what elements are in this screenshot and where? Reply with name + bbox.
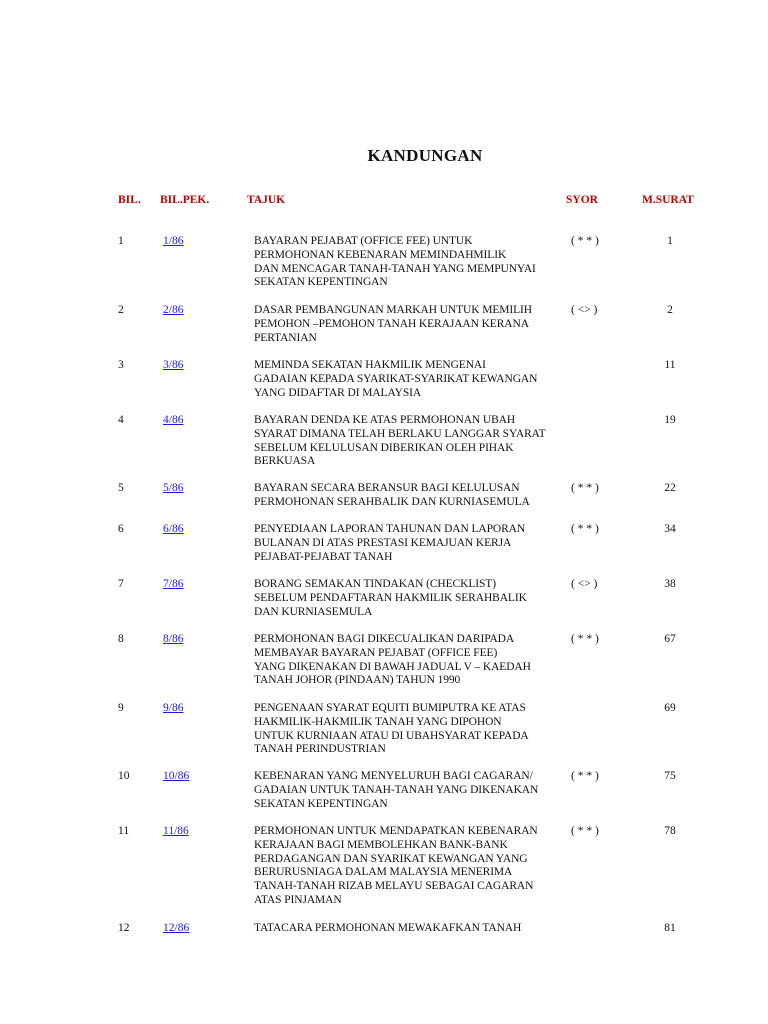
row-title: PERMOHONAN UNTUK MENDAPATKAN KEBENARAN KERAJAAN BAGI MEMBOLEHKAN BANK-BANK PERDAGANGAN DAN SYARIKAT KEWANGAN YANG BERURUSNIAGA DALAM MALAYSIA MENERIMA TANAH-TANAH RIZAB MELAYU SEBAGAI CAGARAN ATAS PINJAMAN: [254, 825, 538, 906]
circular-link[interactable]: 1/86: [163, 235, 184, 247]
page-title: KANDUNGAN: [367, 146, 483, 165]
row-page-number: 34: [664, 523, 676, 535]
row-title: PENYEDIAAN LAPORAN TAHUNAN DAN LAPORAN BULANAN DI ATAS PRESTASI KEMAJUAN KERJA PEJABAT-PEJABAT TANAH: [254, 523, 526, 563]
circular-link[interactable]: 9/86: [163, 702, 184, 714]
row-page-number: 81: [664, 922, 676, 934]
row-syor: ( * * ): [571, 633, 599, 645]
row-number: 5: [118, 482, 124, 494]
row-syor: ( <> ): [571, 304, 598, 316]
row-syor: ( * * ): [571, 523, 599, 535]
row-number: 4: [118, 414, 124, 426]
circular-link[interactable]: 10/86: [163, 770, 190, 782]
header-tajuk: TAJUK: [247, 194, 286, 206]
row-title: BORANG SEMAKAN TINDAKAN (CHECKLIST) SEBELUM PENDAFTARAN HAKMILIK SERAHBALIK DAN KURNIASEMULA: [254, 578, 527, 618]
row-title: BAYARAN SECARA BERANSUR BAGI KELULUSAN PERMOHONAN SERAHBALIK DAN KURNIASEMULA: [254, 482, 530, 508]
row-syor: ( * * ): [571, 235, 599, 247]
row-number: 2: [118, 304, 124, 316]
circular-link[interactable]: 4/86: [163, 414, 184, 426]
row-title: BAYARAN DENDA KE ATAS PERMOHONAN UBAH SYARAT DIMANA TELAH BERLAKU LANGGAR SYARAT SEBELUM KELULUSAN DIBERIKAN OLEH PIHAK BERKUASA: [254, 414, 546, 468]
header-m-surat: M.SURAT: [642, 194, 694, 206]
row-syor: ( * * ): [571, 482, 599, 494]
circular-link[interactable]: 11/86: [163, 825, 189, 837]
row-number: 1: [118, 235, 124, 247]
row-title: PERMOHONAN BAGI DIKECUALIKAN DARIPADA MEMBAYAR BAYARAN PEJABAT (OFFICE FEE) YANG DIKENAKAN DI BAWAH JADUAL V – KAEDAH TANAH JOHOR (PINDAAN) TAHUN 1990: [254, 633, 531, 687]
row-number: 6: [118, 523, 124, 535]
circular-link[interactable]: 2/86: [163, 304, 184, 316]
row-syor: ( * * ): [571, 770, 599, 782]
row-syor: ( <> ): [571, 578, 598, 590]
row-page-number: 69: [664, 702, 676, 714]
row-title: DASAR PEMBANGUNAN MARKAH UNTUK MEMILIH PEMOHON –PEMOHON TANAH KERAJAAN KERANA PERTANIAN: [254, 304, 532, 344]
row-page-number: 78: [664, 825, 676, 837]
row-number: 11: [118, 825, 130, 837]
circular-link[interactable]: 6/86: [163, 523, 184, 535]
row-number: 7: [118, 578, 124, 590]
header-bil-pek: BIL.PEK.: [160, 194, 210, 206]
row-number: 10: [118, 770, 130, 782]
row-title: KEBENARAN YANG MENYELURUH BAGI CAGARAN/ GADAIAN UNTUK TANAH-TANAH YANG DIKENAKAN SEKATAN KEPENTINGAN: [254, 770, 539, 810]
row-title: PENGENAAN SYARAT EQUITI BUMIPUTRA KE ATAS HAKMILIK-HAKMILIK TANAH YANG DIPOHON UNTUK KURNIAAN ATAU DI UBAHSYARAT KEPADA TANAH PERINDUSTRIAN: [254, 702, 529, 756]
circular-link[interactable]: 5/86: [163, 482, 184, 494]
row-number: 9: [118, 702, 124, 714]
header-bil: BIL.: [118, 194, 141, 206]
row-page-number: 1: [667, 235, 673, 247]
circular-link[interactable]: 3/86: [163, 359, 184, 371]
row-title: TATACARA PERMOHONAN MEWAKAFKAN TANAH: [254, 922, 522, 934]
row-number: 8: [118, 633, 124, 645]
row-page-number: 75: [664, 770, 676, 782]
row-page-number: 22: [664, 482, 676, 494]
header-syor: SYOR: [566, 194, 598, 206]
row-title: MEMINDA SEKATAN HAKMILIK MENGENAI GADAIAN KEPADA SYARIKAT-SYARIKAT KEWANGAN YANG DIDAFTAR DI MALAYSIA: [254, 359, 538, 399]
circular-link[interactable]: 12/86: [163, 922, 190, 934]
circular-link[interactable]: 8/86: [163, 633, 184, 645]
circular-link[interactable]: 7/86: [163, 578, 184, 590]
row-syor: ( * * ): [571, 825, 599, 837]
row-number: 12: [118, 922, 130, 934]
row-title: BAYARAN PEJABAT (OFFICE FEE) UNTUK PERMOHONAN KEBENARAN MEMINDAHMILIK DAN MENCAGAR TANAH-TANAH YANG MEMPUNYAI SEKATAN KEPENTINGAN: [254, 235, 536, 289]
row-page-number: 38: [664, 578, 676, 590]
row-number: 3: [118, 359, 124, 371]
row-page-number: 2: [667, 304, 673, 316]
row-page-number: 67: [664, 633, 676, 645]
row-page-number: 11: [664, 359, 676, 371]
row-page-number: 19: [664, 414, 676, 426]
